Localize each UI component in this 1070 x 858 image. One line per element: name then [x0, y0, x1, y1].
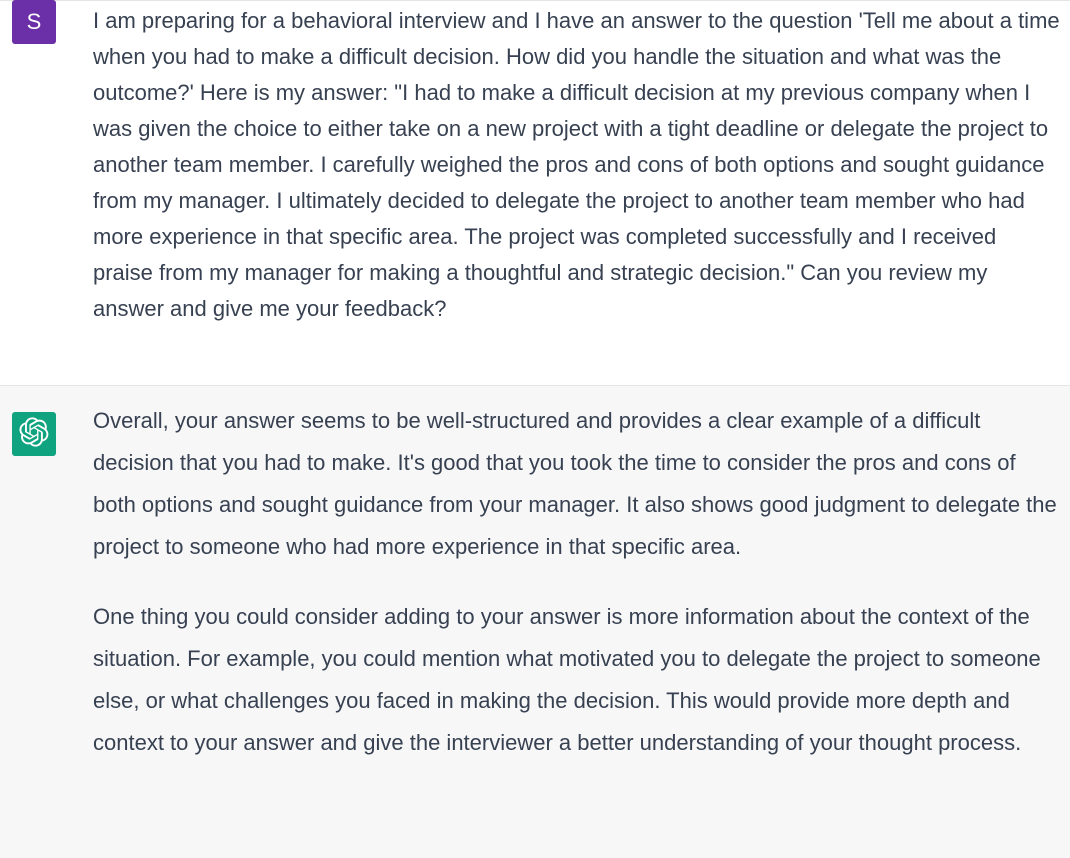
openai-logo-icon: [19, 417, 49, 452]
user-message-row: [0, 0, 1070, 386]
user-message-text: [93, 3, 1060, 327]
user-avatar-letter: S: [26, 9, 42, 34]
assistant-avatar: [12, 412, 56, 456]
assistant-message-text: [93, 400, 1060, 792]
user-message-paragraph: I am preparing for a behavioral interview and I have an answer to the question 'Tell me about a time when you had to make a difficult decision. How did you handle the situation and what was the outcome?' Here is my answer: "I had to make a difficult decision at my previous company when I was given the choice to either take on a new project with a tight deadline or delegate the project to another team member. I carefully weighed the pros and cons of both options and sought guidance from my manager. I ultimately decided to delegate the project to another team member who had more experience in that specific area. The project was completed successfully and I received praise from my manager for making a thoughtful and strategic decision." Can you review my answer and give me your feedback?: [93, 8, 1060, 321]
assistant-paragraph-2: One thing you could consider adding to your answer is more information about the context of the situation. For example, you could mention what motivated you to delegate the project to someone else, or what challenges you faced in making the decision. This would provide more depth and context to your answer and give the interviewer a better understanding of your thought process.: [93, 604, 1041, 755]
user-avatar: [12, 0, 56, 44]
assistant-paragraph-1: Overall, your answer seems to be well-structured and provides a clear example of a difficult decision that you had to make. It's good that you took the time to consider the pros and cons of both options and sought guidance from your manager. It also shows good judgment to delegate the project to someone who had more experience in that specific area.: [93, 408, 1057, 559]
assistant-message-row: [0, 386, 1070, 858]
